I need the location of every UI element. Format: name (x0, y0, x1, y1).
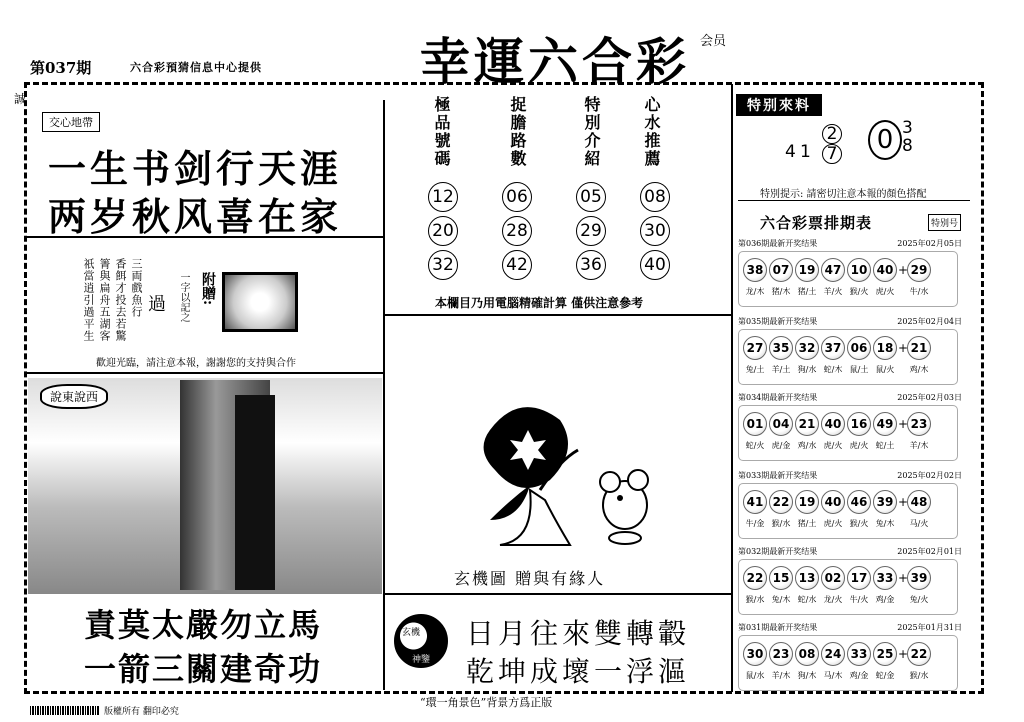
masthead-title: 幸運六合彩 (420, 32, 690, 91)
footer-text: “環一角景色”背景方爲正版 (420, 696, 553, 709)
zodiac-label: 蛇/金 (875, 671, 895, 680)
zodiac-label: 猪/土 (797, 287, 817, 296)
draw-ball: 16 (847, 412, 871, 436)
number-ball: 42 (502, 250, 532, 280)
seal-text-top: 玄機 (402, 628, 421, 638)
zodiac-label: 兔/木 (771, 595, 791, 604)
draw-block (738, 622, 970, 696)
draw-ball: 32 (795, 336, 819, 360)
draw-ball: 24 (821, 642, 845, 666)
draw-ball: 07 (769, 258, 793, 282)
special-num: 3 (902, 118, 913, 138)
schedule-title: 六合彩票排期表 (760, 214, 873, 232)
zodiac-label: 蛇/火 (745, 441, 765, 450)
guo-char: 過 (148, 294, 166, 315)
draw-block (738, 392, 970, 466)
number-ball: 28 (502, 216, 532, 246)
draw-title: 第034期最新开奖结果 (738, 393, 818, 402)
draw-ball: 10 (847, 258, 871, 282)
bottom-poem-1: 責莫太嚴勿立馬 (84, 606, 323, 644)
zodiac-label: 鼠/火 (875, 365, 895, 374)
special-num: 7 (822, 144, 842, 164)
issue-number: 第037期 (30, 59, 92, 77)
draw-date: 2025年02月03日 (897, 393, 962, 402)
draw-ball: 33 (847, 642, 871, 666)
draw-ball: 23 (769, 642, 793, 666)
provider-text: 六合彩預猜信息中心提供 (130, 61, 262, 74)
zodiac-label: 狗/水 (797, 365, 817, 374)
plus-sign: + (898, 341, 909, 355)
zodiac-label: 猪/土 (797, 519, 817, 528)
zone-tag: 交心地帶 (42, 112, 100, 132)
draw-ball: 27 (743, 336, 767, 360)
poem-line-2: 两岁秋风喜在家 (48, 195, 343, 239)
zodiac-label: 牛/火 (849, 595, 869, 604)
draw-block (738, 316, 970, 390)
divider-left-2 (24, 372, 384, 374)
draw-ball: 47 (821, 258, 845, 282)
draw-title: 第031期最新开奖结果 (738, 623, 818, 632)
zodiac-label: 兔/火 (909, 595, 929, 604)
number-ball: 36 (576, 250, 606, 280)
zodiac-label: 猪/木 (771, 287, 791, 296)
zodiac-label: 虎/火 (875, 287, 895, 296)
plus-sign: + (898, 263, 909, 277)
draw-ball: 21 (795, 412, 819, 436)
draw-ball: 19 (795, 258, 819, 282)
special-num: 8 (902, 136, 913, 156)
zodiac-label: 羊/木 (909, 441, 929, 450)
draw-date: 2025年02月05日 (897, 239, 962, 248)
zodiac-label: 马/火 (909, 519, 929, 528)
special-ball: 48 (907, 490, 931, 514)
zodiac-label: 虎/火 (823, 519, 843, 528)
verse-col-1: 三両戲魚行 (130, 258, 143, 318)
zodiac-label: 鸡/水 (797, 441, 817, 450)
divider-right (731, 84, 733, 692)
zodiac-label: 羊/木 (771, 671, 791, 680)
draw-title: 第036期最新开奖结果 (738, 239, 818, 248)
verse-col-2: 香餌才投去若驚 (114, 258, 127, 342)
special-ball: 21 (907, 336, 931, 360)
zodiac-label: 蛇/水 (797, 595, 817, 604)
special-title: 特别來料 (736, 94, 822, 116)
draw-ball: 18 (873, 336, 897, 360)
draw-block (738, 546, 970, 620)
plus-sign: + (898, 417, 909, 431)
draw-block (738, 238, 970, 312)
divider-mid-2 (384, 593, 732, 595)
special-ball: 23 (907, 412, 931, 436)
zodiac-label: 龙/木 (745, 287, 765, 296)
zodiac-label: 龙/火 (823, 595, 843, 604)
draw-date: 2025年01月31日 (897, 623, 962, 632)
zodiac-label: 虎/金 (771, 441, 791, 450)
draw-ball: 25 (873, 642, 897, 666)
number-ball: 40 (640, 250, 670, 280)
draw-ball: 33 (873, 566, 897, 590)
special-ball: 22 (907, 642, 931, 666)
member-label: 会员 (700, 34, 727, 49)
barcode (30, 706, 100, 715)
fuzeng-label: 附贈: (200, 272, 216, 306)
number-ball: 29 (576, 216, 606, 246)
zodiac-label: 牛/水 (909, 287, 929, 296)
zodiac-label: 兔/木 (875, 519, 895, 528)
zodiac-label: 羊/土 (771, 365, 791, 374)
dongxi-bubble: 說東說西 (40, 384, 108, 409)
draw-ball: 35 (769, 336, 793, 360)
zodiac-label: 蛇/土 (875, 441, 895, 450)
draw-block (738, 470, 970, 544)
number-ball: 12 (428, 182, 458, 212)
zodiac-label: 猴/水 (909, 671, 929, 680)
zodiac-label: 羊/火 (823, 287, 843, 296)
number-ball: 06 (502, 182, 532, 212)
draw-ball: 15 (769, 566, 793, 590)
zodiac-label: 蛇/木 (823, 365, 843, 374)
draw-ball: 40 (873, 258, 897, 282)
zodiac-label: 鸡/金 (875, 595, 895, 604)
draw-ball: 13 (795, 566, 819, 590)
draw-ball: 40 (821, 490, 845, 514)
color-tip: 特別提示: 請密切注意本報的顏色搭配 (760, 189, 927, 200)
draw-ball: 38 (743, 258, 767, 282)
draw-title: 第032期最新开奖结果 (738, 547, 818, 556)
zodiac-label: 鸡/金 (849, 671, 869, 680)
zodiac-label: 虎/火 (849, 441, 869, 450)
draw-ball: 08 (795, 642, 819, 666)
schedule-tag: 特别号 (928, 214, 961, 231)
poem-line-1: 一生书剑行天涯 (48, 147, 343, 191)
zodiac-label: 狗/木 (797, 671, 817, 680)
zodiac-label: 牛/金 (745, 519, 765, 528)
plus-sign: + (898, 571, 909, 585)
category-3: 特別介紹 (582, 96, 601, 168)
draw-box (738, 559, 958, 615)
draw-box (738, 251, 958, 307)
draw-date: 2025年02月02日 (897, 471, 962, 480)
category-1: 極品號碼 (432, 96, 451, 168)
category-2: 捉膽路數 (508, 96, 527, 168)
draw-ball: 02 (821, 566, 845, 590)
illustration-caption: 玄機圖 贈與有緣人 (454, 569, 606, 588)
divider-mid-1 (384, 314, 732, 316)
flower-mouse-illustration (460, 390, 660, 550)
schedule-rule (738, 200, 970, 201)
zodiac-label: 猴/火 (849, 519, 869, 528)
draw-ball: 30 (743, 642, 767, 666)
draw-title: 第033期最新开奖结果 (738, 471, 818, 480)
draw-title: 第035期最新开奖结果 (738, 317, 818, 326)
special-num: 2 (822, 124, 842, 144)
draw-box (738, 635, 958, 691)
number-ball: 20 (428, 216, 458, 246)
special-zero: 0 (868, 120, 902, 160)
number-ball: 32 (428, 250, 458, 280)
zodiac-label: 猴/水 (771, 519, 791, 528)
zodiac-label: 鼠/水 (745, 671, 765, 680)
plus-sign: + (898, 495, 909, 509)
zodiac-label: 鼠/土 (849, 365, 869, 374)
special-ball: 39 (907, 566, 931, 590)
verse-col-4: 祇當逍引過平生 (82, 258, 95, 342)
category-4: 心水推薦 (642, 96, 661, 168)
seal-text-bottom: 神鑒 (412, 655, 431, 665)
attached-image (222, 272, 298, 332)
plus-sign: + (898, 647, 909, 661)
zodiac-label: 鸡/木 (909, 365, 929, 374)
draw-date: 2025年02月01日 (897, 547, 962, 556)
number-ball: 30 (640, 216, 670, 246)
number-ball: 05 (576, 182, 606, 212)
draw-box (738, 405, 958, 461)
zodiac-label: 兔/土 (745, 365, 765, 374)
draw-box (738, 329, 958, 385)
barcode-text: 版權所有 翻印必究 (104, 707, 179, 717)
draw-ball: 39 (873, 490, 897, 514)
zodiac-label: 猴/水 (745, 595, 765, 604)
sun-poem-2: 乾坤成壞一浮漚 (466, 655, 691, 688)
divider-left (383, 100, 385, 690)
draw-ball: 46 (847, 490, 871, 514)
calc-note: 本欄目乃用電腦精確計算 僅供注意參考 (435, 296, 644, 310)
special-num: 1 (800, 142, 811, 162)
special-num: 4 (785, 142, 796, 162)
draw-ball: 17 (847, 566, 871, 590)
draw-ball: 01 (743, 412, 767, 436)
side-char: 誠 (14, 92, 27, 106)
draw-date: 2025年02月04日 (897, 317, 962, 326)
bottom-poem-2: 一箭三關建奇功 (84, 650, 323, 688)
draw-ball: 19 (795, 490, 819, 514)
draw-ball: 41 (743, 490, 767, 514)
draw-box (738, 483, 958, 539)
partial-text: 歡迎光臨，請注意本報，謝謝您的支持與合作 (96, 358, 296, 369)
draw-ball: 04 (769, 412, 793, 436)
special-ball: 29 (907, 258, 931, 282)
zodiac-label: 虎/火 (823, 441, 843, 450)
tower-shadow (235, 395, 275, 590)
draw-ball: 49 (873, 412, 897, 436)
draw-ball: 37 (821, 336, 845, 360)
zodiac-label: 猴/火 (849, 287, 869, 296)
sun-poem-1: 日月往來雙轉轂 (466, 617, 691, 650)
draw-ball: 06 (847, 336, 871, 360)
draw-ball: 22 (769, 490, 793, 514)
yizi-text: 一字以記之 (178, 272, 189, 322)
draw-ball: 40 (821, 412, 845, 436)
number-ball: 08 (640, 182, 670, 212)
zodiac-label: 马/木 (823, 671, 843, 680)
draw-ball: 22 (743, 566, 767, 590)
verse-col-3: 箐與扁舟五湖客 (98, 258, 111, 342)
